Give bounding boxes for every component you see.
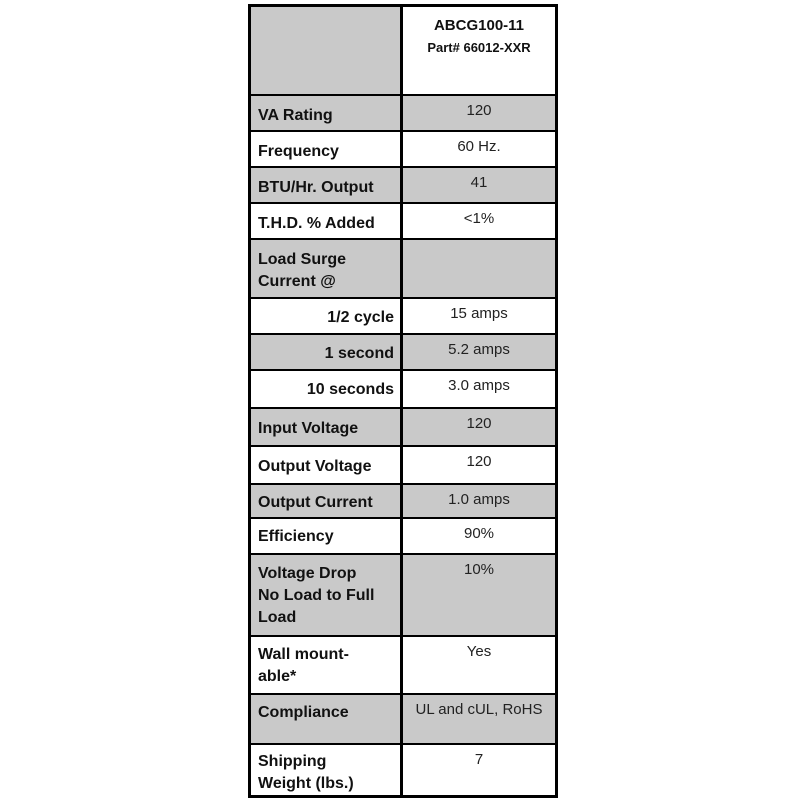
spec-row-output-voltage — [251, 447, 555, 485]
spec-row-ten-seconds — [251, 371, 555, 409]
spec-row-voltage-drop — [251, 555, 555, 637]
spec-label: 1/2 cycle — [327, 309, 394, 326]
spec-label: Input Voltage — [258, 420, 359, 437]
spec-label: Voltage Drop No Load to Full Load — [258, 565, 375, 626]
header-row — [251, 7, 555, 96]
spec-row-compliance — [251, 695, 555, 745]
spec-row-input-voltage — [251, 409, 555, 447]
spec-label: Efficiency — [258, 528, 334, 545]
spec-value: 1.0 amps — [448, 491, 510, 508]
spec-label: BTU/Hr. Output — [258, 179, 374, 196]
spec-value: 120 — [466, 453, 492, 470]
spec-value — [403, 240, 555, 245]
spec-label: VA Rating — [258, 107, 333, 124]
spec-label: Shipping Weight (lbs.) — [258, 753, 354, 792]
header-blank-cell — [251, 7, 403, 94]
spec-value: 60 Hz. — [457, 138, 501, 155]
spec-label: Output Voltage — [258, 458, 372, 475]
spec-value: 15 amps — [450, 305, 508, 322]
part-number: Part# 66012-XXR — [427, 40, 531, 55]
spec-label: Frequency — [258, 143, 339, 160]
spec-value: 120 — [466, 102, 492, 119]
spec-row-thd-added — [251, 204, 555, 240]
spec-value: 90% — [463, 525, 495, 542]
spec-value: 10% — [463, 561, 495, 578]
spec-row-va-rating — [251, 96, 555, 132]
spec-value: 41 — [470, 174, 488, 191]
spec-label: Wall mount- able* — [258, 646, 349, 685]
spec-row-wall-mountable — [251, 637, 555, 695]
spec-label: 1 second — [324, 345, 394, 362]
spec-row-output-current — [251, 485, 555, 519]
spec-value: 5.2 amps — [448, 341, 510, 358]
model-number: ABCG100-11 — [433, 17, 525, 34]
spec-value: 7 — [474, 751, 484, 768]
spec-label: 10 seconds — [306, 381, 394, 398]
spec-value: UL and cUL, RoHS — [415, 701, 543, 718]
spec-row-half-cycle — [251, 299, 555, 335]
spec-value: 3.0 amps — [448, 377, 510, 394]
spec-label: Compliance — [258, 704, 349, 721]
spec-value: <1% — [463, 210, 495, 227]
spec-value: 120 — [466, 415, 492, 432]
spec-row-frequency — [251, 132, 555, 168]
spec-table — [248, 4, 558, 798]
spec-value: Yes — [466, 643, 492, 660]
spec-row-efficiency — [251, 519, 555, 555]
spec-row-load-surge-current — [251, 240, 555, 299]
spec-label: Output Current — [258, 494, 373, 511]
spec-row-one-second — [251, 335, 555, 371]
spec-row-shipping-weight — [251, 745, 555, 795]
spec-row-btu-output — [251, 168, 555, 204]
header-model-cell — [403, 7, 555, 94]
spec-label: T.H.D. % Added — [258, 215, 375, 232]
spec-label: Load Surge Current @ — [258, 251, 347, 290]
